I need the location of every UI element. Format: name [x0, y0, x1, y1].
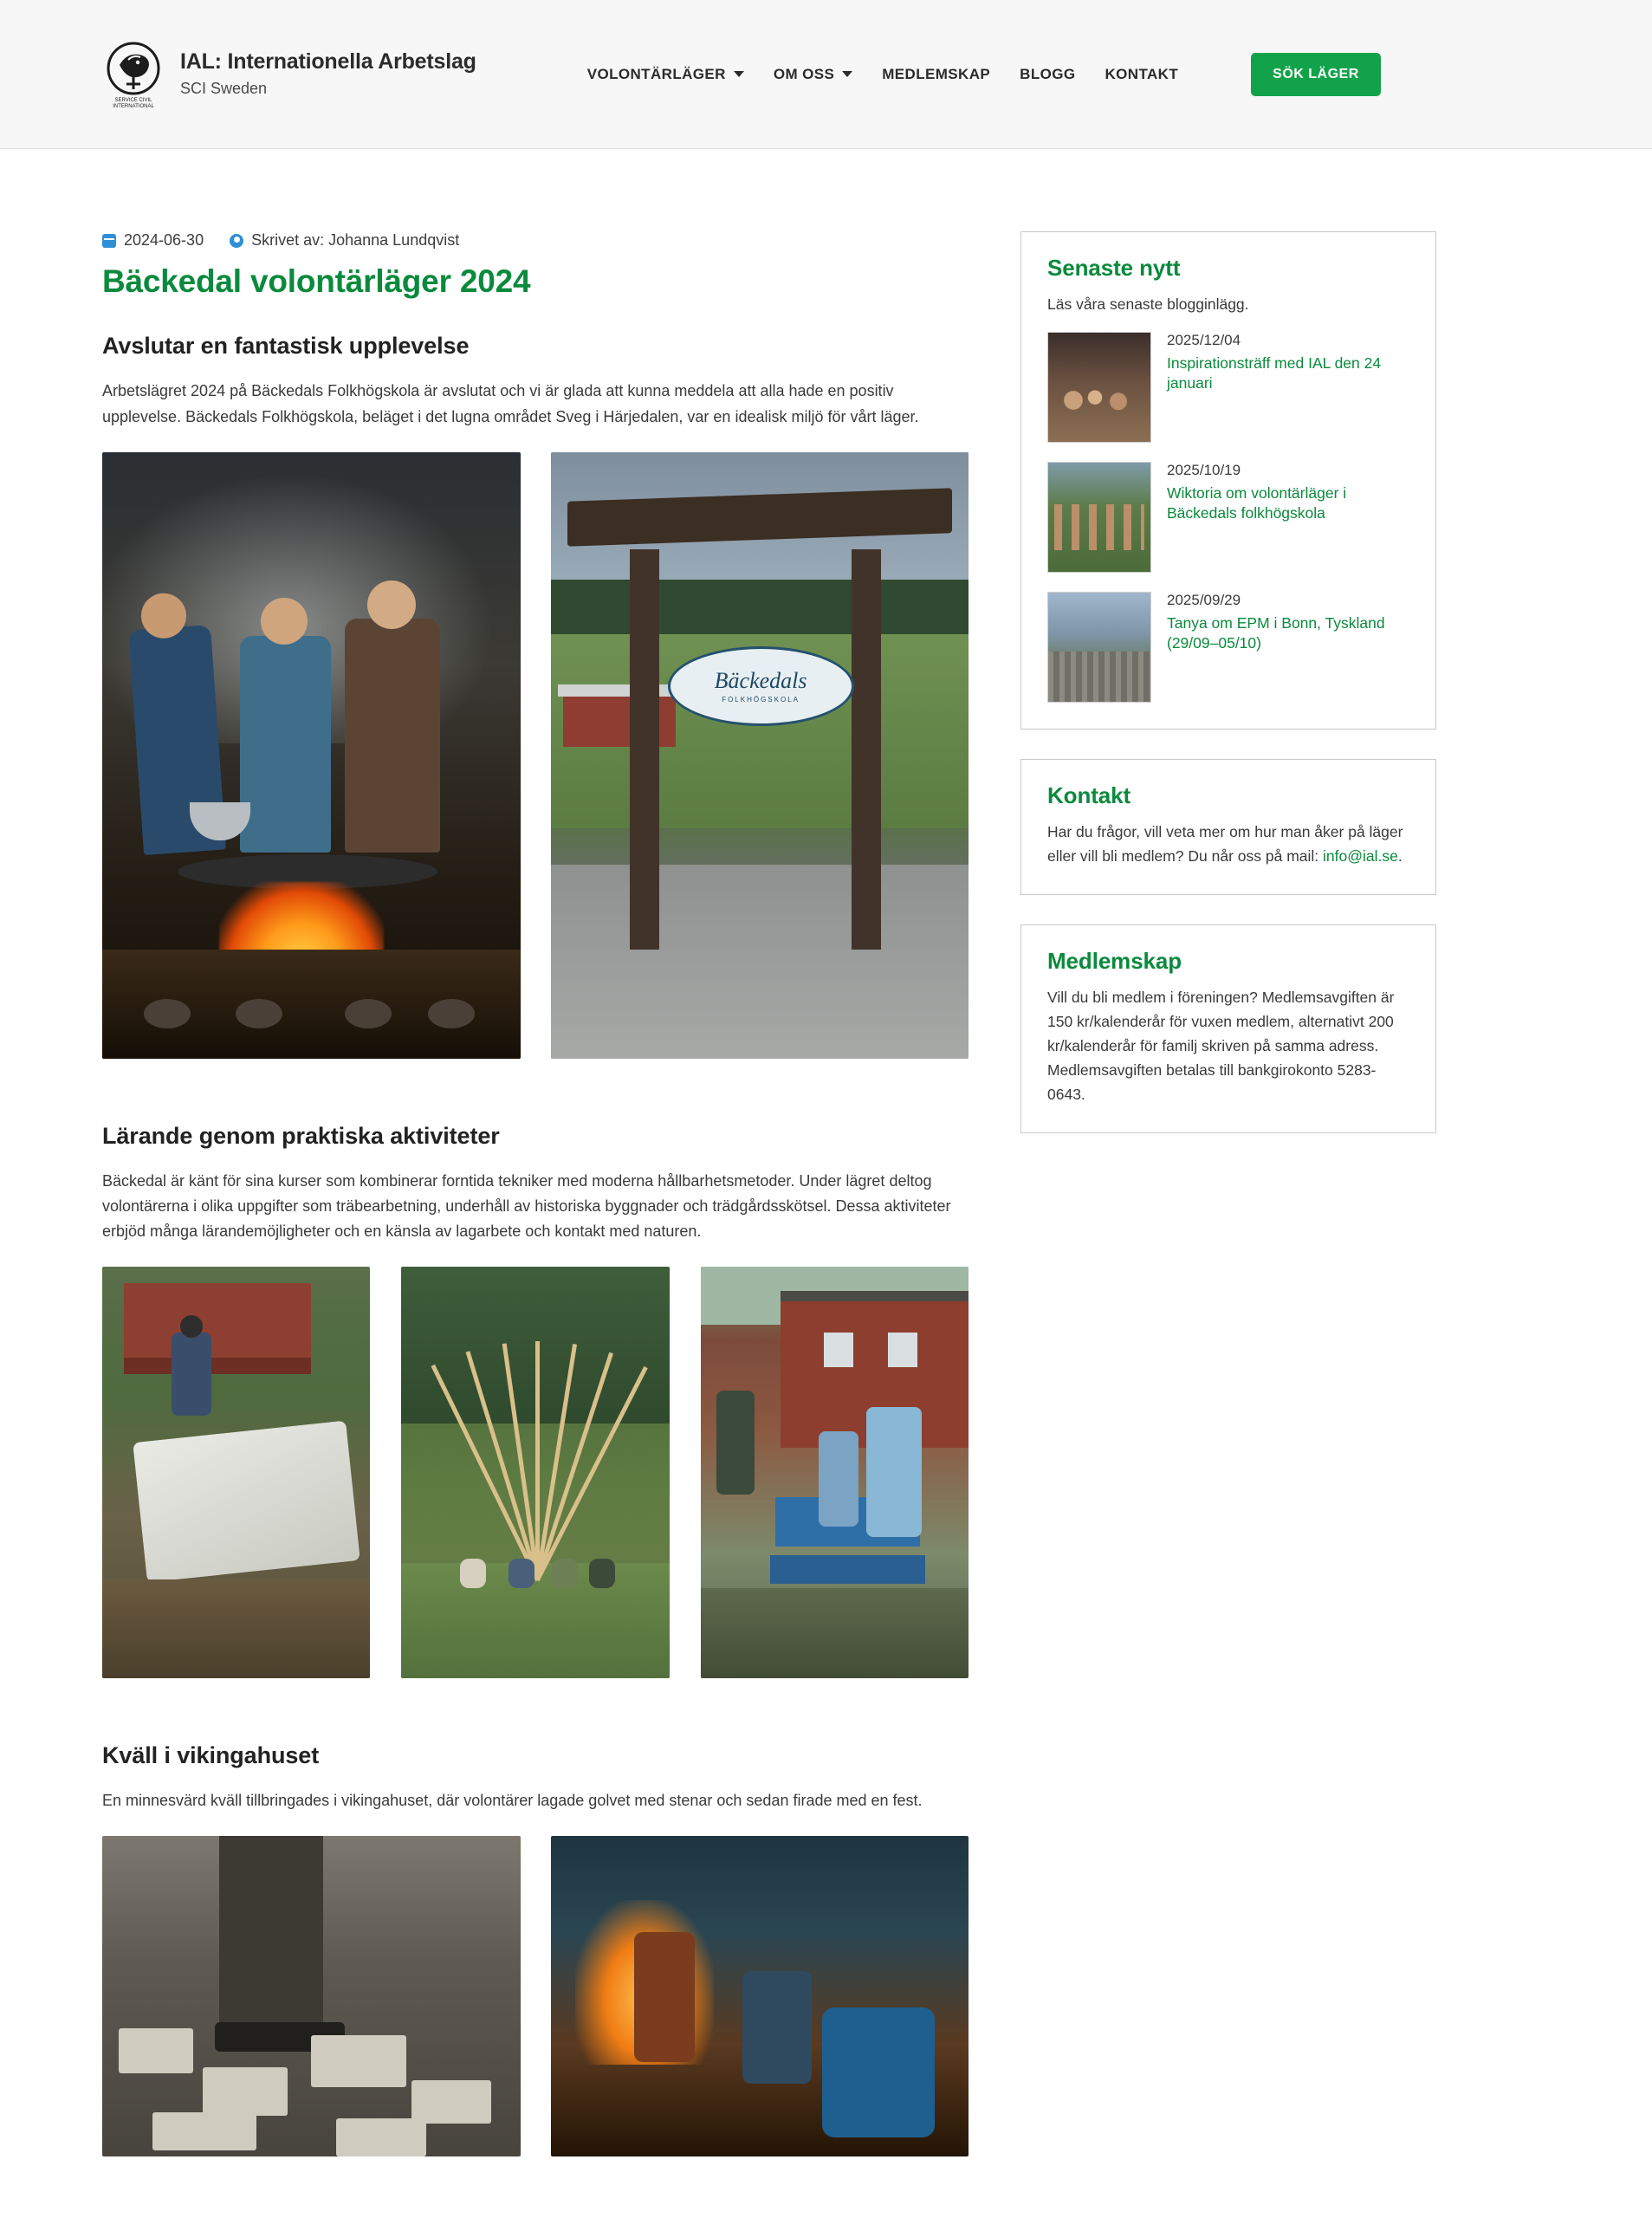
svg-text:INTERNATIONAL: INTERNATIONAL [113, 103, 154, 109]
article-content [102, 231, 1020, 2156]
section-text-1: Arbetslägret 2024 på Bäckedals Folkhögskola är avslutat och vi är glada att kunna meddela att alla hade en positiv upplevelse. Bäckedals Folkhögskola, beläget i det lugna området Sveg i Härjedalen, var en idealisk miljö för vårt läger. [102, 382, 919, 425]
nav-item-blogg[interactable] [1020, 66, 1075, 83]
post-date-text: 2024-06-30 [124, 231, 204, 249]
section-text-3: En minnesvärd kväll tillbringades i vikingahuset, där volontärer lagade golvet med stenar och sedan firade med en fest. [102, 1792, 923, 1810]
news-link[interactable]: Wiktoria om volontärläger i Bäckedals folkhögskola [1167, 484, 1347, 522]
news-date: 2025/09/29 [1167, 592, 1241, 608]
latest-news-subtitle: Läs våra senaste blogginlägg. [1047, 295, 1249, 313]
sci-logo-icon [102, 39, 165, 110]
nav-label: VOLONTÄRLÄGER [586, 65, 726, 82]
photo-campfire-cooking [102, 452, 521, 1059]
news-thumbnail[interactable] [1047, 592, 1151, 703]
section-heading-3: Kväll i vikingahuset [102, 1742, 320, 1769]
section-text-2: Bäckedal är känt för sina kurser som kombinerar forntida tekniker med moderna hållbarhetsmetoder. Under lägret deltog volontärerna i olika uppgifter som träbearbetning, underhåll av historiska byggnader och trädgårdsskötsel. Dessa aktiviteter erbjöd många lärandemöjligheter och en känsla av lagarbete och kontakt med naturen. [102, 1171, 951, 1241]
gallery-2 [102, 1267, 969, 1678]
photo-tipi-poles [401, 1267, 669, 1678]
nav-label: MEDLEMSKAP [882, 65, 991, 82]
page-body [0, 149, 1652, 2156]
contact-email-link[interactable]: info@ial.se [1323, 847, 1398, 865]
photo-picnic-table [701, 1267, 969, 1678]
news-thumbnail[interactable] [1047, 462, 1151, 573]
nav-label: BLOGG [1020, 65, 1076, 82]
list-item[interactable] [1047, 332, 1409, 443]
contact-text [1047, 820, 1409, 868]
card-membership [1020, 924, 1436, 1133]
photo-backedals-sign: Bäckedals FOLKHÖGSKOLA [551, 452, 969, 1059]
post-author-text: Skrivet av: Johanna Lundqvist [251, 231, 460, 249]
nav-label: KONTAKT [1105, 65, 1179, 82]
gallery-1 [102, 452, 969, 1059]
search-camps-button[interactable]: SÖK LÄGER [1251, 53, 1381, 96]
page-title: Bäckedal volontärläger 2024 [102, 263, 531, 299]
brand-logo-block[interactable] [102, 39, 476, 110]
calendar-icon [102, 234, 116, 248]
photo-stone-floor [102, 1836, 521, 2156]
news-list [1047, 332, 1409, 703]
sidebar [1020, 231, 1436, 1163]
site-header [0, 0, 1652, 149]
section-heading-2: Lärande genom praktiska aktiviteter [102, 1122, 500, 1149]
brand-subtitle: SCI Sweden [180, 80, 268, 98]
card-contact [1020, 759, 1436, 895]
gallery-3 [102, 1836, 969, 2156]
list-item[interactable] [1047, 462, 1409, 573]
card-latest-news [1020, 231, 1436, 730]
post-meta [102, 231, 969, 250]
membership-title: Medlemskap [1047, 948, 1182, 974]
brand-title: IAL: Internationella Arbetslag [180, 49, 476, 74]
membership-text: Vill du bli medlem i föreningen? Medlemsavgiften är 150 kr/kalenderår för vuxen medlem, alternativt 200 kr/kalenderår för familj skriven på samma adress. Medlemsavgiften betalas till bankgirokonto 5283-0643. [1047, 989, 1395, 1103]
news-date: 2025/10/19 [1167, 462, 1241, 478]
nav-label: OM OSS [773, 65, 835, 82]
nav-item-om-oss[interactable] [774, 66, 852, 83]
news-link[interactable]: Tanya om EPM i Bonn, Tyskland (29/09–05/10) [1167, 614, 1385, 652]
nav-item-medlemskap[interactable] [882, 66, 990, 83]
user-icon [230, 234, 243, 248]
news-thumbnail[interactable] [1047, 332, 1151, 443]
section-heading-1: Avslutar en fantastisk upplevelse [102, 333, 470, 360]
main-navigation [587, 53, 1381, 96]
photo-viking-house-fire [551, 1836, 969, 2156]
post-author [230, 231, 459, 250]
news-date: 2025/12/04 [1167, 332, 1241, 348]
contact-text-after: . [1397, 847, 1403, 865]
news-link[interactable]: Inspirationsträff med IAL den 24 januari [1167, 354, 1382, 392]
chevron-down-icon[interactable] [734, 71, 744, 77]
nav-item-volontarlager[interactable] [587, 66, 744, 83]
latest-news-title: Senaste nytt [1047, 255, 1181, 281]
svg-text:SERVICE CIVIL: SERVICE CIVIL [114, 97, 152, 103]
photo-garden-fleece [102, 1267, 370, 1678]
contact-text-before: Har du frågor, vill veta mer om hur man åker på läger eller vill bli medlem? Du når oss på mail: [1047, 823, 1403, 865]
post-date [102, 231, 204, 250]
nav-item-kontakt[interactable] [1105, 66, 1179, 83]
list-item[interactable] [1047, 592, 1409, 703]
chevron-down-icon[interactable] [842, 71, 852, 77]
contact-title: Kontakt [1047, 782, 1131, 808]
